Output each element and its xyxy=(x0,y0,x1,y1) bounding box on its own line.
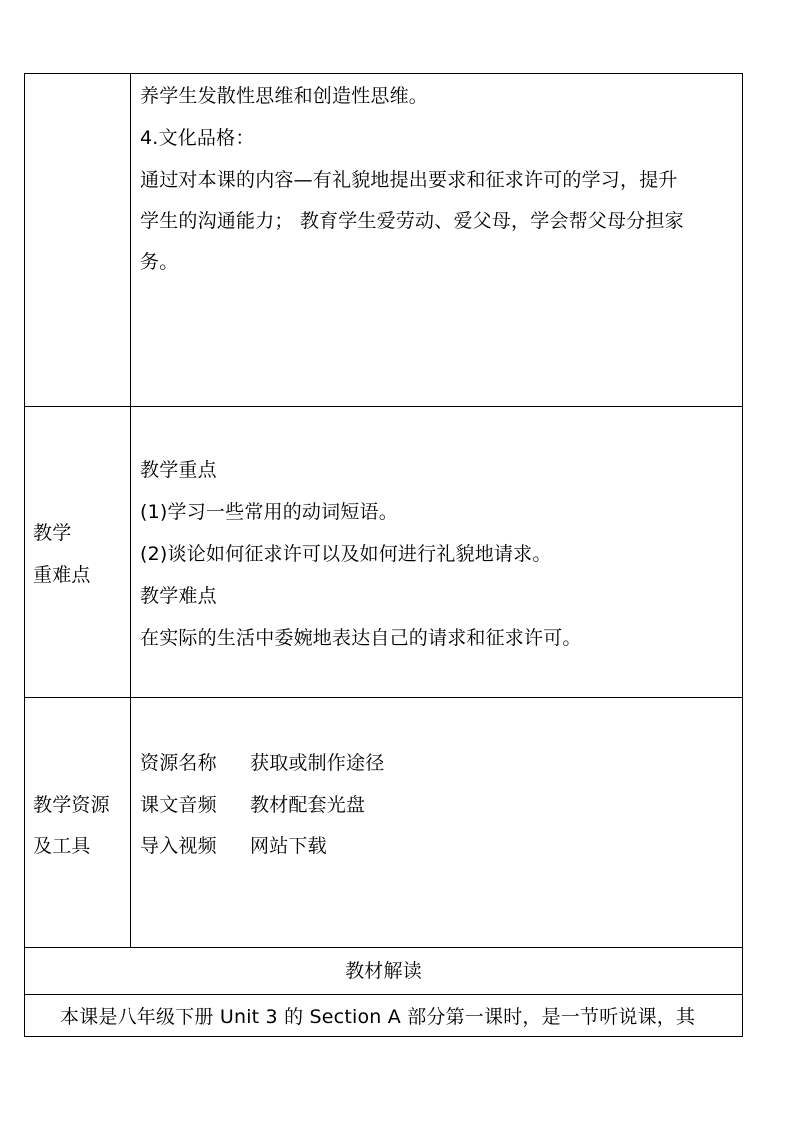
section4-title: 教材解读 xyxy=(345,960,422,982)
section2-line-3: (2)谈论如何征求许可以及如何进行礼貌地请求。 xyxy=(140,543,552,565)
table-top-border xyxy=(24,73,743,74)
section1-line-4: 学生的沟通能力； 教育学生爱劳动、爱父母，学会帮父母分担家 xyxy=(140,210,684,232)
section2-label-line-2: 重难点 xyxy=(33,564,91,586)
resource-method-1: 获取或制作途径 xyxy=(250,752,385,774)
section1-line-3: 通过对本课的内容—有礼貌地提出要求和征求许可的学习，提升 xyxy=(140,169,678,191)
section1-line-2: 4.文化品格： xyxy=(140,127,255,149)
row-divider-1 xyxy=(24,406,743,407)
resource-method-3: 网站下载 xyxy=(250,835,327,857)
table-left-border xyxy=(24,73,25,1037)
section1-line-1: 养学生发散性思维和创造性思维。 xyxy=(140,85,429,107)
resource-name-2: 课文音频 xyxy=(140,794,217,816)
section3-label-line-2: 及工具 xyxy=(33,835,91,857)
column-divider xyxy=(130,73,131,948)
section2-label-line-1: 教学 xyxy=(33,522,72,544)
section2-line-2: (1)学习一些常用的动词短语。 xyxy=(140,501,398,523)
resource-method-2: 教材配套光盘 xyxy=(250,794,366,816)
resource-name-3: 导入视频 xyxy=(140,835,217,857)
row-divider-4 xyxy=(24,994,743,995)
section3-label-line-1: 教学资源 xyxy=(33,794,110,816)
table-bottom-border xyxy=(24,1036,743,1037)
section2-line-1: 教学重点 xyxy=(140,459,217,481)
table-right-border xyxy=(742,73,743,1037)
section1-line-5: 务。 xyxy=(140,251,179,273)
row-divider-2 xyxy=(24,697,743,698)
section2-line-5: 在实际的生活中委婉地表达自己的请求和征求许可。 xyxy=(140,627,582,649)
section4-text: 本课是八年级下册 Unit 3 的 Section A 部分第一课时，是一节听说课，其 xyxy=(60,1006,696,1028)
resource-name-1: 资源名称 xyxy=(140,752,217,774)
section2-line-4: 教学难点 xyxy=(140,585,217,607)
row-divider-3 xyxy=(24,947,743,948)
